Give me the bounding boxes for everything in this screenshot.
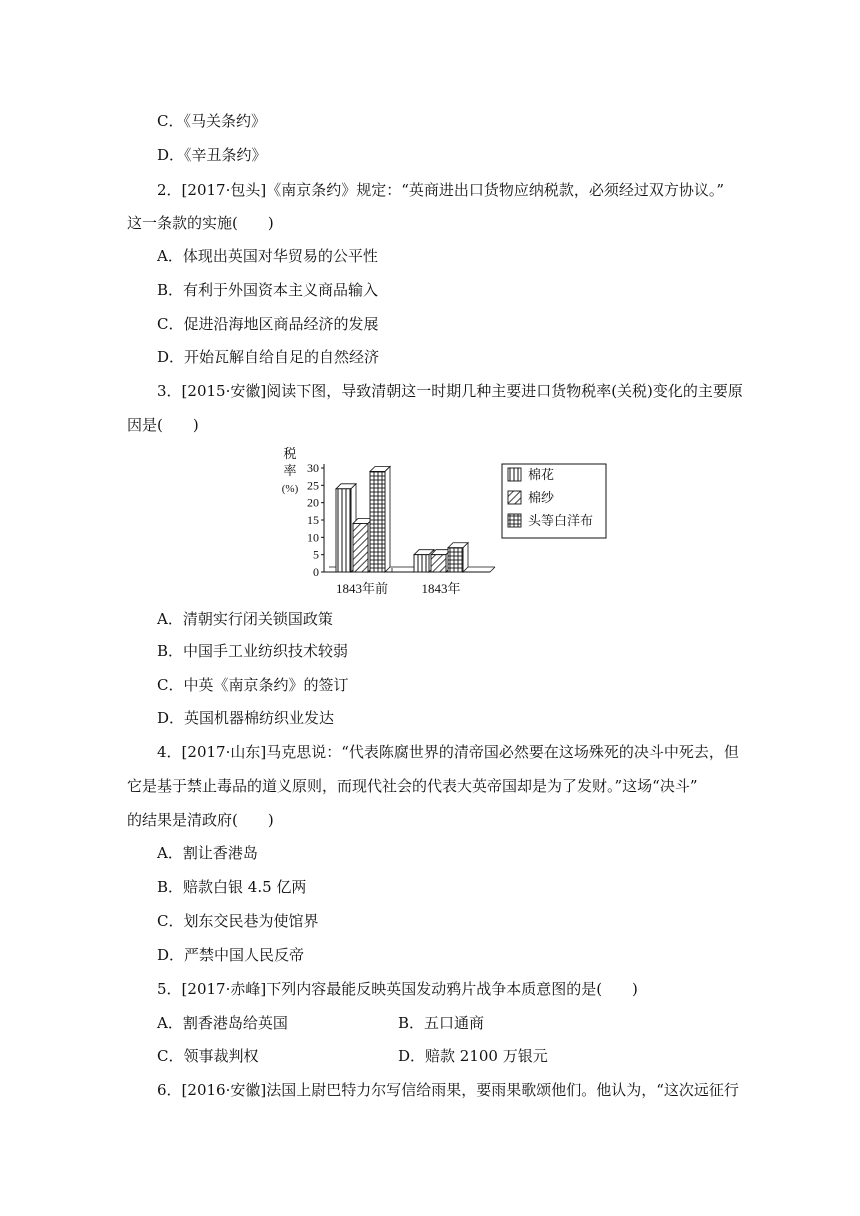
bar-front (448, 548, 463, 572)
question-2-stem-cont: 这一条款的实施( ) (127, 214, 274, 232)
q5-option-d: D．赔款 2100 万银元 (398, 1047, 548, 1065)
option-d: D．《辛丑条约》 (157, 146, 267, 164)
q2-option-a: A．体现出英国对华贸易的公平性 (157, 247, 378, 265)
question-6-stem: 6．[2016·安徽]法国上尉巴特力尔写信给雨果，要雨果歌颂他们。他认为，“这次远征行 (157, 1081, 739, 1099)
tariff-bar-chart (276, 438, 610, 604)
q2-option-c: C．促进沿海地区商品经济的发展 (157, 315, 379, 333)
q5-option-a: A．割香港岛给英国 (157, 1014, 288, 1032)
floor-side-line (490, 567, 495, 572)
bar (448, 543, 468, 572)
question-5-stem: 5．[2017·赤峰]下列内容最能反映英国发动鸦片战争本质意图的是( ) (157, 980, 638, 998)
y-axis-label-part: 税 (283, 446, 297, 461)
y-tick-label: 20 (307, 495, 319, 510)
chart-legend (502, 464, 606, 538)
q4-option-a: A．割让香港岛 (157, 844, 258, 862)
x-tick-label: 1843年前 (335, 581, 389, 596)
legend-swatch (508, 491, 521, 504)
y-tick-label: 25 (307, 478, 319, 493)
legend-label: 头等白洋布 (528, 513, 594, 528)
q2-option-d: D．开始瓦解自给自足的自然经济 (157, 348, 380, 366)
y-tick-label: 15 (307, 513, 319, 527)
question-2-stem: 2．[2017·包头]《南京条约》规定：“英商进出口货物应纳税款，必须经过双方协议。” (157, 181, 725, 199)
question-3-stem-cont: 因是( ) (127, 416, 199, 434)
question-4-stem-cont-2: 的结果是清政府( ) (127, 811, 274, 829)
bar-front (414, 555, 429, 572)
legend-label: 棉花 (528, 467, 555, 482)
y-axis-label (282, 446, 299, 495)
y-tick-label: 5 (313, 547, 319, 562)
q5-option-b: B．五口通商 (398, 1014, 485, 1032)
q3-option-c: C．中英《南京条约》的签订 (157, 676, 349, 694)
x-tick-label: 1843年 (421, 581, 461, 596)
bar-front (353, 523, 368, 572)
y-tick-label: 30 (307, 461, 319, 475)
q2-option-b: B．有利于外国资本主义商品输入 (157, 281, 379, 299)
legend-swatch (508, 468, 521, 481)
y-tick-label: 0 (313, 565, 319, 579)
bar-side (385, 466, 390, 572)
chart-bars (336, 466, 468, 572)
bar-front (431, 555, 446, 572)
q3-option-a: A．清朝实行闭关锁国政策 (157, 610, 333, 628)
bar-side (463, 543, 468, 572)
legend-label: 棉纱 (528, 490, 555, 505)
bar-front (370, 471, 385, 572)
q3-option-d: D．英国机器棉纺织业发达 (157, 709, 335, 727)
question-4-stem-cont-1: 它是基于禁止毒品的道义原则，而现代社会的代表大英帝国却是为了发财。”这场“决斗” (127, 777, 698, 795)
y-axis-label-part: (%) (281, 483, 299, 495)
option-c: C．《马关条约》 (157, 112, 266, 130)
bar (370, 466, 390, 572)
q3-option-b: B．中国手工业纺织技术较弱 (157, 642, 349, 660)
y-axis-label-part: 率 (283, 463, 297, 478)
question-3-stem: 3．[2015·安徽]阅读下图，导致清朝这一时期几种主要进口货物税率(关税)变化的主要原 (157, 382, 743, 400)
y-tick-label: 10 (307, 530, 319, 545)
question-4-stem: 4．[2017·山东]马克思说：“代表陈腐世界的清帝国必然要在这场殊死的决斗中死去，但 (157, 743, 739, 761)
bar-front (336, 489, 351, 572)
q4-option-d: D．严禁中国人民反帝 (157, 946, 305, 964)
legend-swatch (508, 514, 521, 527)
q5-option-c: C．领事裁判权 (157, 1047, 259, 1065)
q4-option-c: C．划东交民巷为使馆界 (157, 912, 319, 930)
q4-option-b: B．赔款白银 4.5 亿两 (157, 878, 307, 896)
x-tick-labels (336, 581, 461, 596)
